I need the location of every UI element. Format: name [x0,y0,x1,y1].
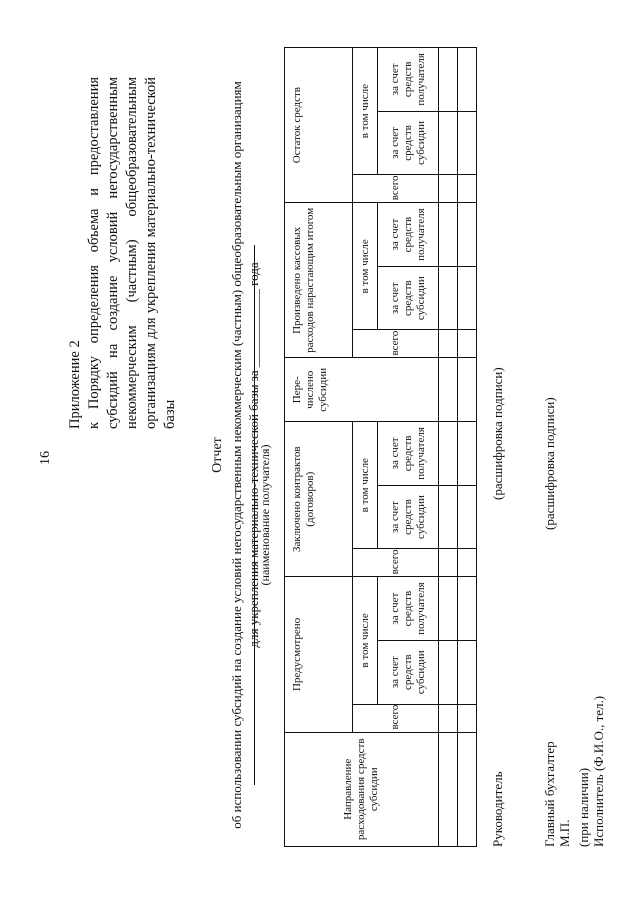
table-cell [458,358,477,422]
report-subtitle-line2: для укрепления материально-технической базы за ____________ года [246,262,261,648]
report-title: Отчет [210,437,225,473]
signature-accountant-label: Главный бухгалтер [542,741,557,847]
stamp-label: М.П. [557,819,572,847]
table-cell [458,485,477,549]
header-from-recipient: за счет средств получателя [378,577,439,641]
table-cell [458,175,477,203]
table-cell [458,203,477,267]
table-cell [439,640,458,704]
recipient-line [254,245,255,785]
table-row [458,48,477,847]
report-subtitle-line1: об использовании субсидий на создание условий негосударственным некоммерческим (частным) общеобразовательным организациям [229,81,244,829]
table-cell [458,577,477,641]
signature-head-caption: (расшифровка подписи) [490,367,505,500]
appendix-text: к Порядку определения объема и предоставления субсидий на создание условий негосударственным некоммерческим (частным) общеобразовательным организациям для укрепления материально-технической базы [86,77,178,429]
table-cell [439,358,458,422]
table-cell [458,111,477,175]
table-cell [458,330,477,358]
signature-head-label: Руководитель [490,771,505,847]
stamp-note: (при наличии) [576,767,591,847]
header-including: в том числе [353,48,378,175]
header-from-subsidy: за счет средств субсидии [378,640,439,704]
signature-accountant-caption: (расшифровка подписи) [542,397,557,530]
header-including: в том числе [353,422,378,549]
table-cell [439,111,458,175]
table-cell [439,175,458,203]
table-cell [458,704,477,732]
table-row [439,48,458,847]
table-cell [439,577,458,641]
appendix-title: Приложение 2 [67,340,83,429]
header-total: всего [353,704,439,732]
header-cash-expenses: Произведено кассовых расходов нарастающим итогом [285,203,353,358]
header-total: всего [353,549,439,577]
header-balance: Остаток средств [285,48,353,203]
header-planned: Предусмотрено [285,577,353,732]
header-contracts: Заключено контрактов (договоров) [285,422,353,577]
header-from-recipient: за счет средств получателя [378,48,439,112]
table-cell [439,266,458,330]
page-number: 16 [38,451,53,465]
table-cell [439,422,458,486]
table-cell [439,203,458,267]
table-cell [458,640,477,704]
header-direction: Направление расходования средств субсидии [285,732,439,846]
table-cell [439,732,458,846]
header-including: в том числе [353,577,378,704]
table-cell [439,549,458,577]
table-cell [458,549,477,577]
table-cell [439,330,458,358]
header-including: в том числе [353,203,378,330]
table-cell [458,732,477,846]
appendix-block [66,77,180,429]
report-subtitle [228,45,262,865]
recipient-caption: (наименование получателя) [258,444,272,586]
table-cell [458,48,477,112]
header-total: всего [353,330,439,358]
header-from-subsidy: за счет средств субсидии [378,111,439,175]
header-from-subsidy: за счет средств субсидии [378,485,439,549]
header-transferred: Пере-числено субсидии [285,358,439,422]
header-from-subsidy: за счет средств субсидии [378,266,439,330]
report-table [284,47,477,847]
table-cell [439,704,458,732]
header-total: всего [353,175,439,203]
table-cell [439,48,458,112]
table-cell [458,266,477,330]
table-cell [439,485,458,549]
table-cell [458,422,477,486]
header-from-recipient: за счет средств получателя [378,203,439,267]
executor-label: Исполнитель (Ф.И.О., тел.) [591,695,606,847]
header-from-recipient: за счет средств получателя [378,422,439,486]
